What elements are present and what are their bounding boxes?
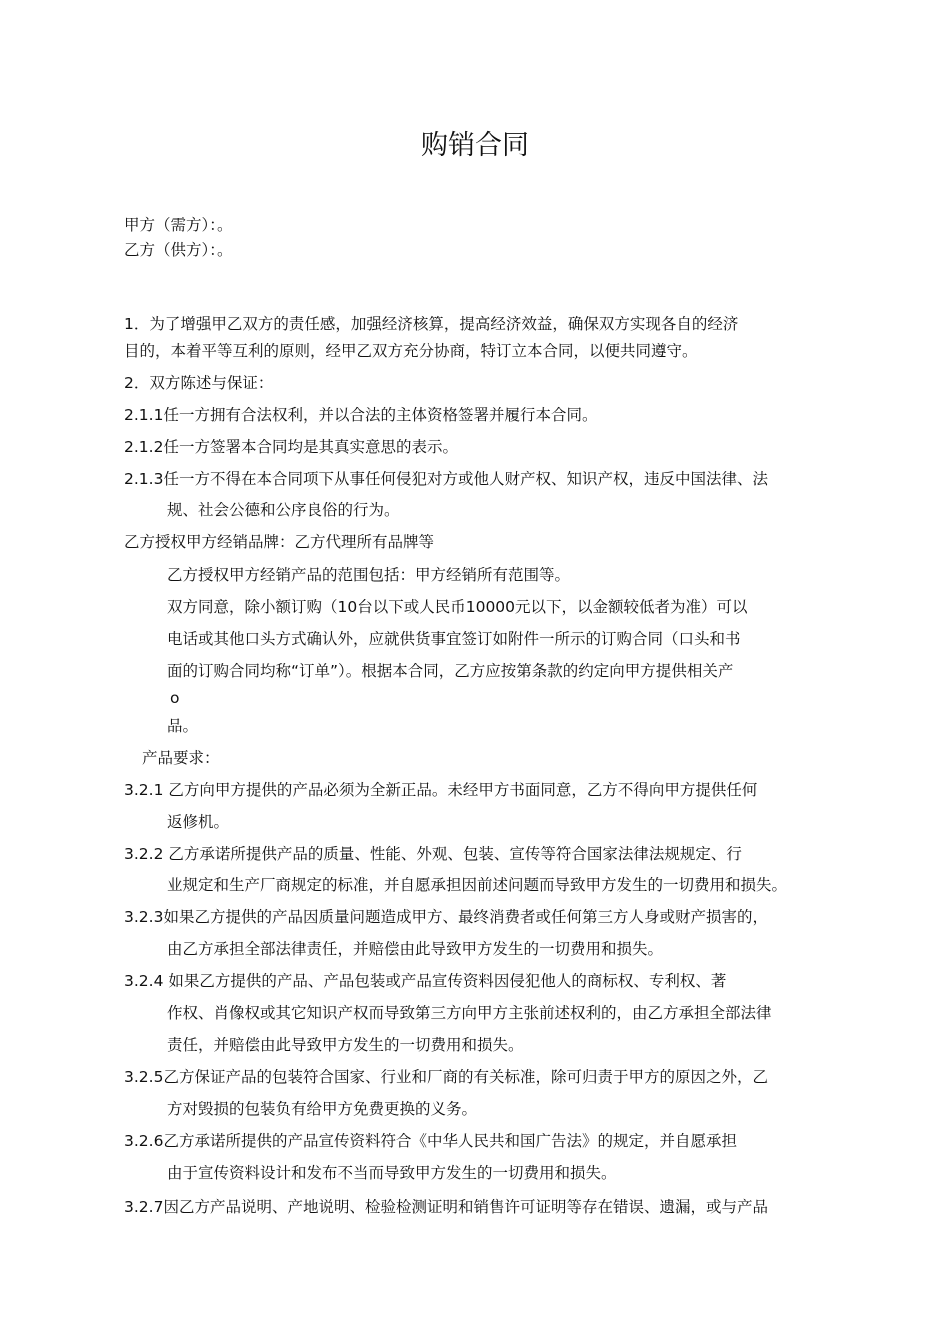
clause-3-2-2-line-2: 业规定和生产厂商规定的标准，并自愿承担因前述问题而导致甲方发生的一切费用和损失。 <box>167 876 788 894</box>
product-requirements-heading: 产品要求： <box>142 749 220 767</box>
clause-3-2-5-line-1: 3.2.5乙方保证产品的包装符合国家、行业和厂商的有关标准，除可归责于甲方的原因之外，乙 <box>124 1068 768 1086</box>
party-a-line: 甲方（需方）：。 <box>124 216 233 234</box>
clause-2-1-3-line-2: 规、社会公德和公序良俗的行为。 <box>167 501 400 519</box>
stray-mark: o <box>170 689 180 707</box>
clause-3-2-7-line-1: 3.2.7因乙方产品说明、产地说明、检验检测证明和销售许可证明等存在错误、遗漏，或与产品 <box>124 1198 768 1216</box>
brand-authorization: 乙方授权甲方经销品牌：乙方代理所有品牌等 <box>124 533 435 551</box>
clause-3-2-2-line-1: 3.2.2 乙方承诺所提供产品的质量、性能、外观、包装、宣传等符合国家法律法规规定、行 <box>124 845 742 863</box>
order-clause-line-4: 品。 <box>167 717 199 735</box>
clause-3-2-3-line-2: 由乙方承担全部法律责任，并赔偿由此导致甲方发生的一切费用和损失。 <box>167 940 664 958</box>
clause-3-2-4-line-3: 责任，并赔偿由此导致甲方发生的一切费用和损失。 <box>167 1036 524 1054</box>
clause-2-1-3-line-1: 2.1.3任一方不得在本合同项下从事任何侵犯对方或他人财产权、知识产权，违反中国法律、法 <box>124 470 768 488</box>
clause-3-2-1-line-2: 返修机。 <box>167 813 230 831</box>
clause-2-1-1: 2.1.1任一方拥有合法权利，并以合法的主体资格签署并履行本合同。 <box>124 406 598 424</box>
clause-3-2-5-line-2: 方对毁损的包装负有给甲方免费更换的义务。 <box>167 1100 478 1118</box>
clause-3-2-3-line-1: 3.2.3如果乙方提供的产品因质量问题造成甲方、最终消费者或任何第三方人身或财产损害的， <box>124 908 768 926</box>
clause-3-2-6-line-1: 3.2.6乙方承诺所提供的产品宣传资料符合《中华人民共和国广告法》的规定，并自愿承担 <box>124 1132 737 1150</box>
clause-3-2-4-line-2: 作权、肖像权或其它知识产权而导致第三方向甲方主张前述权利的，由乙方承担全部法律 <box>167 1004 772 1022</box>
order-clause-line-2: 电话或其他口头方式确认外，应就供货事宜签订如附件一所示的订购合同（口头和书 <box>167 630 741 648</box>
clause-3-2-1-line-1: 3.2.1 乙方向甲方提供的产品必须为全新正品。未经甲方书面同意，乙方不得向甲方提供任何 <box>124 781 758 799</box>
party-b-line: 乙方（供方）：。 <box>124 241 233 259</box>
clause-1-line-2: 目的，本着平等互利的原则，经甲乙双方充分协商，特订立本合同，以便共同遵守。 <box>124 342 698 360</box>
document-title: 购销合同 <box>421 130 529 162</box>
clause-3-2-4-line-1: 3.2.4 如果乙方提供的产品、产品包装或产品宣传资料因侵犯他人的商标权、专利权、著 <box>124 972 727 990</box>
clause-1-line-1: 1．为了增强甲乙双方的责任感，加强经济核算，提高经济效益，确保双方实现各自的经济 <box>124 315 739 333</box>
order-clause-line-3: 面的订购合同均称“订单”）。根据本合同，乙方应按第条款的约定向甲方提供相关产 <box>167 662 734 680</box>
clause-2-heading: 2．双方陈述与保证： <box>124 374 274 392</box>
product-scope: 乙方授权甲方经销产品的范围包括：甲方经销所有范围等。 <box>167 566 571 584</box>
order-clause-line-1: 双方同意，除小额订购（10台以下或人民币10000元以下，以金额较低者为准）可以 <box>167 598 748 616</box>
clause-3-2-6-line-2: 由于宣传资料设计和发布不当而导致甲方发生的一切费用和损失。 <box>167 1164 617 1182</box>
clause-2-1-2: 2.1.2任一方签署本合同均是其真实意思的表示。 <box>124 438 458 456</box>
